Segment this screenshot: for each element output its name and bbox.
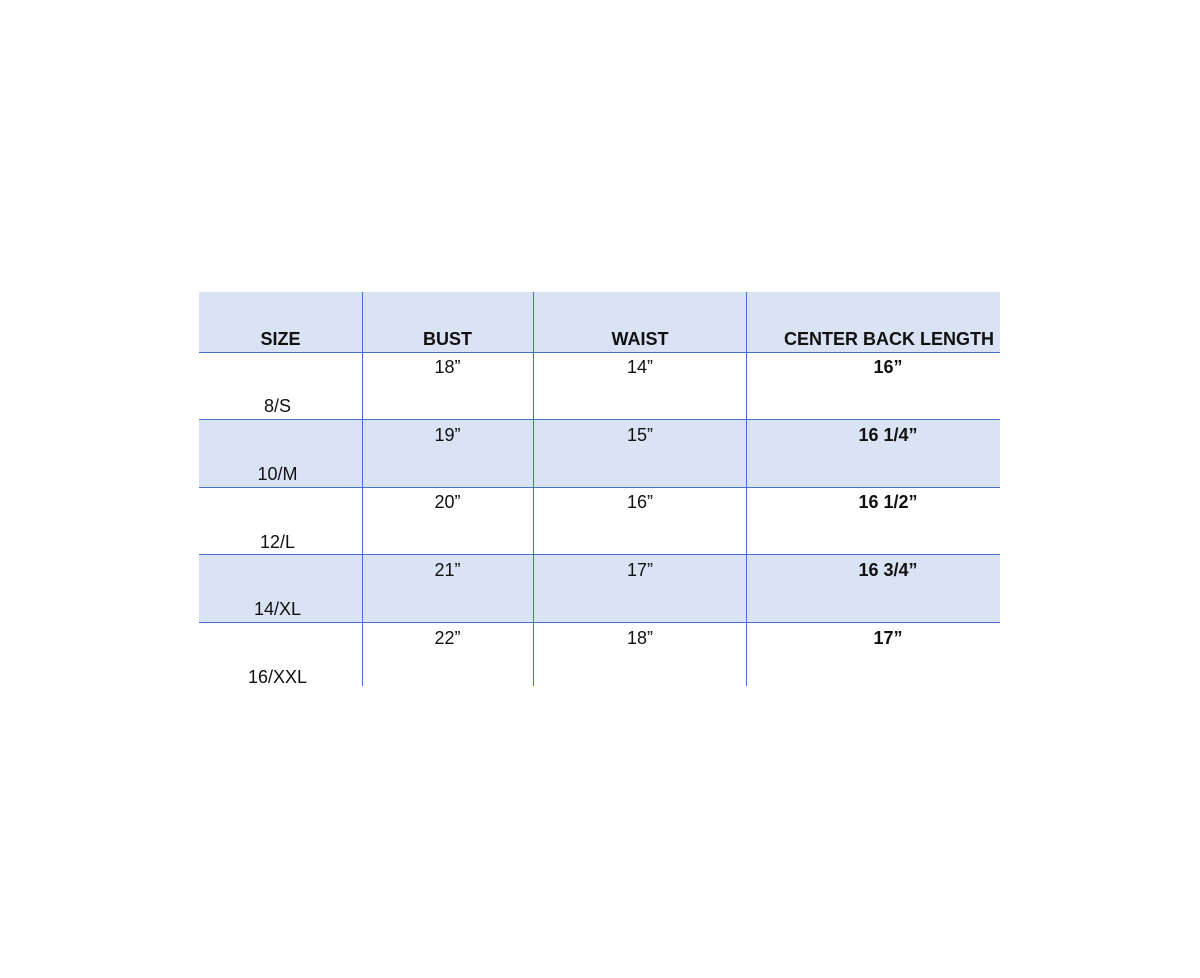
cell-size: 12/L bbox=[259, 532, 296, 552]
column-divider bbox=[533, 292, 534, 686]
cell-waist: 14” bbox=[626, 357, 653, 377]
column-divider bbox=[746, 292, 747, 686]
cell-waist: 18” bbox=[626, 628, 653, 648]
header-center-back-length: CENTER BACK LENGTH bbox=[784, 329, 994, 349]
cell-size: 14/XL bbox=[253, 599, 302, 619]
row-divider bbox=[199, 487, 1000, 488]
cell-center-back-length: 16 1/2” bbox=[858, 492, 918, 512]
header-bust: BUST bbox=[423, 329, 472, 349]
row-divider bbox=[199, 554, 1000, 555]
row-divider bbox=[199, 419, 1000, 420]
cell-size: 16/XXL bbox=[247, 667, 308, 687]
size-chart-table bbox=[199, 292, 1000, 686]
cell-center-back-length: 17” bbox=[873, 628, 903, 648]
cell-size: 10/M bbox=[257, 464, 298, 484]
cell-bust: 22” bbox=[434, 628, 461, 648]
cell-center-back-length: 16 3/4” bbox=[858, 560, 918, 580]
cell-center-back-length: 16 1/4” bbox=[858, 425, 918, 445]
cell-bust: 21” bbox=[434, 560, 461, 580]
row-divider bbox=[199, 352, 1000, 353]
cell-center-back-length: 16” bbox=[873, 357, 903, 377]
cell-waist: 16” bbox=[626, 492, 653, 512]
row-divider bbox=[199, 622, 1000, 623]
column-divider bbox=[362, 292, 363, 686]
cell-bust: 19” bbox=[434, 425, 461, 445]
cell-bust: 18” bbox=[434, 357, 461, 377]
header-size: SIZE bbox=[260, 329, 301, 349]
cell-size: 8/S bbox=[263, 396, 292, 416]
cell-waist: 15” bbox=[626, 425, 653, 445]
header-waist: WAIST bbox=[611, 329, 669, 349]
cell-waist: 17” bbox=[626, 560, 653, 580]
cell-bust: 20” bbox=[434, 492, 461, 512]
